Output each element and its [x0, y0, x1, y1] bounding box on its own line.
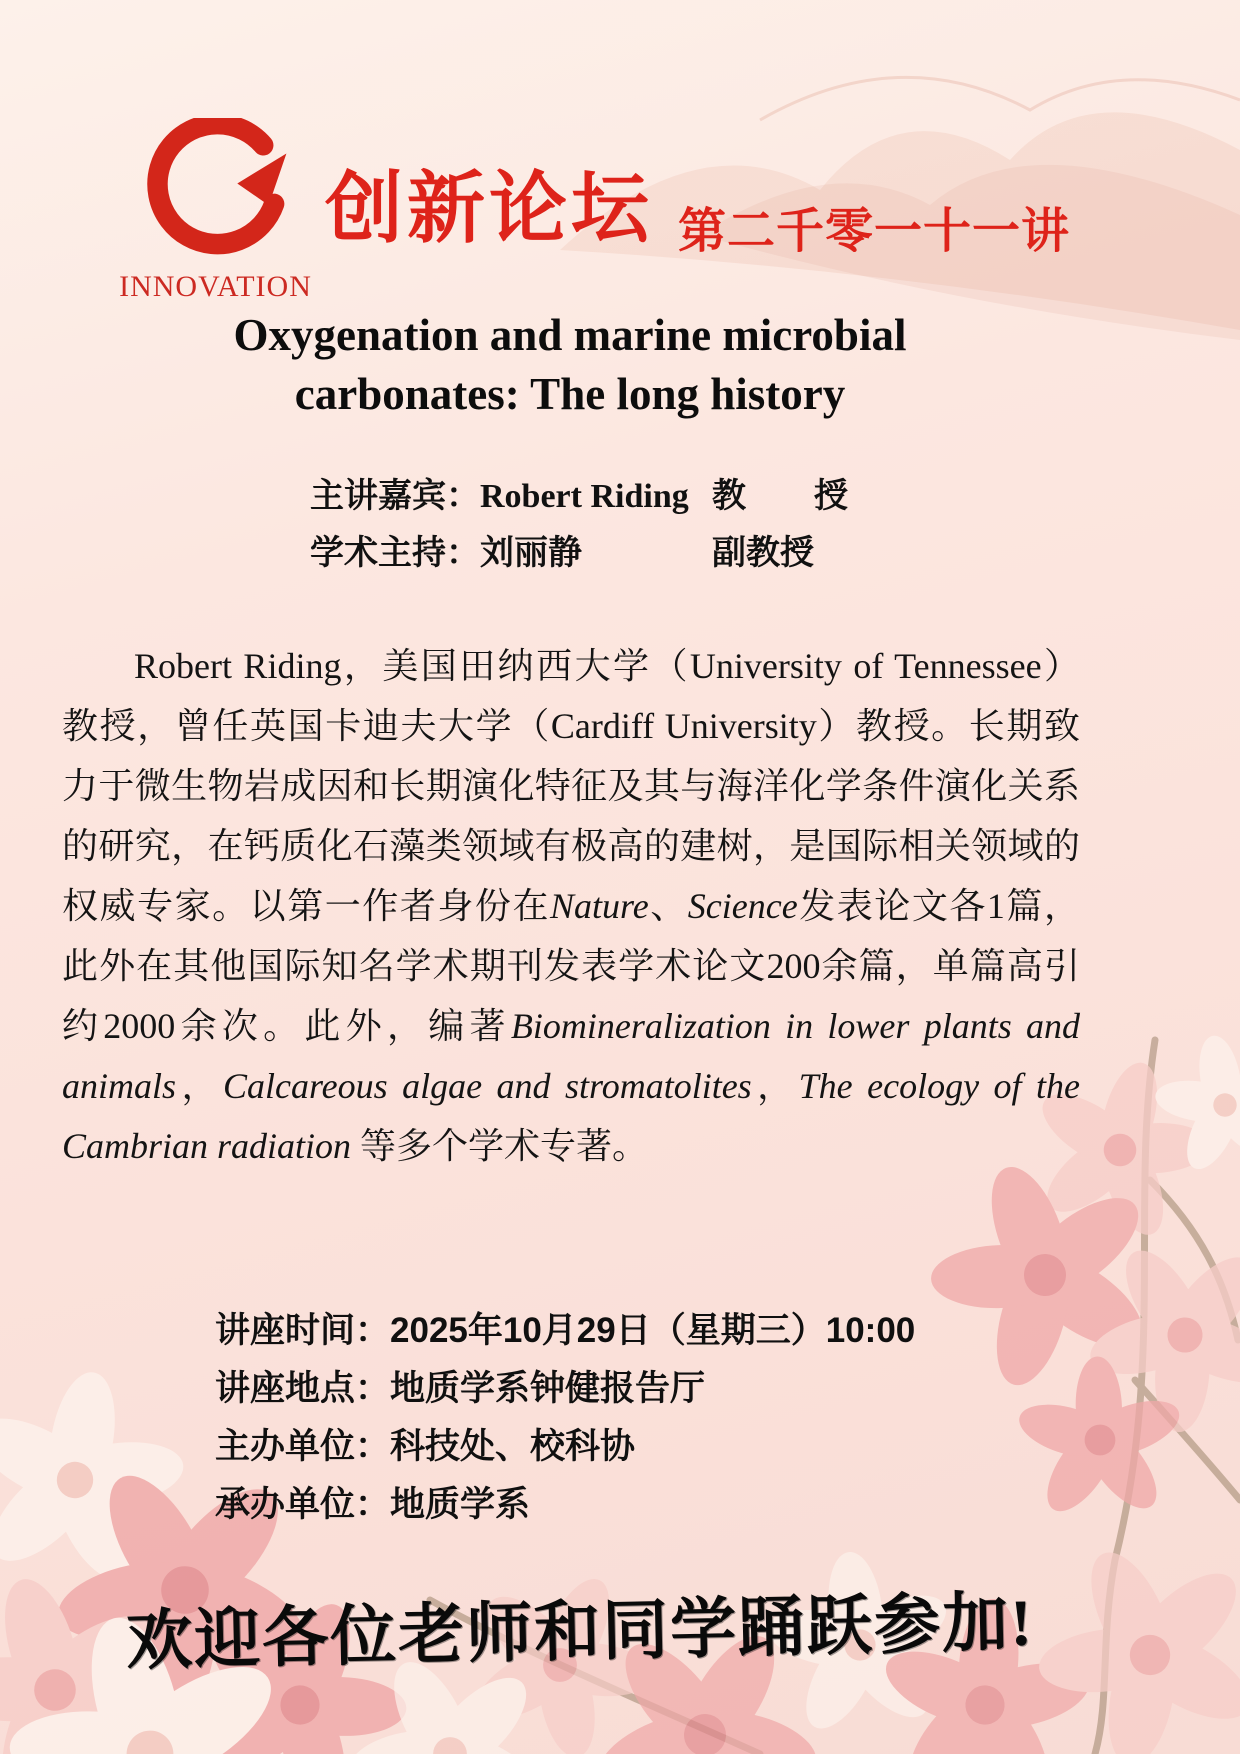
journal-science: Science — [687, 886, 798, 926]
book-calcareous-algae: Calcareous algae and stromatolites — [222, 1066, 752, 1106]
innovation-logo — [108, 118, 323, 304]
host-rank: 副教授 — [712, 534, 814, 572]
lecture-title-line2: carbonates: The long history — [294, 368, 846, 419]
speaker-row — [310, 468, 848, 525]
welcome-banner: 欢迎各位老师和同学踊跃参加! — [125, 1586, 1035, 1679]
speaker-rank: 教 授 — [712, 477, 848, 515]
lecture-number: 第二千零一十一讲 — [678, 205, 1071, 258]
detail-value-place: 地质学系钟健报告厅 — [390, 1369, 706, 1408]
detail-value-time: 2025年10月29日（星期三）10:00 — [390, 1311, 916, 1350]
detail-label-organizer: 主办单位： — [215, 1427, 391, 1466]
bio-segment: 等多个学术专著。 — [351, 1126, 649, 1166]
book-biomineralization: Biomineralization in lower plants and animals — [62, 1006, 1080, 1106]
event-details — [215, 1302, 915, 1534]
detail-label-time: 讲座时间： — [215, 1311, 391, 1350]
host-name: 刘丽静 — [480, 534, 582, 572]
book-cambrian-radiation: The ecology of the Cambrian radiation — [62, 1066, 1080, 1166]
bio-segment: 发表论文各1篇，此外在其他国际知名学术期刊发表学术论文200余篇，单篇高引约2000余次。此外，编著 — [62, 886, 1080, 1046]
speaker-label: 主讲嘉宾： — [310, 477, 480, 515]
host-row — [310, 525, 848, 582]
detail-row-organizer — [215, 1418, 915, 1476]
bio-segment: 、 — [648, 886, 688, 926]
detail-row-place — [215, 1360, 915, 1418]
forum-title: 创新论坛 — [325, 164, 654, 252]
lecture-title — [55, 306, 1085, 423]
detail-label-undertaker: 承办单位： — [215, 1485, 391, 1524]
speaker-name: Robert Riding — [480, 478, 689, 515]
host-label: 学术主持： — [310, 534, 480, 572]
detail-value-undertaker: 地质学系 — [390, 1485, 531, 1524]
speakers-block — [310, 468, 848, 582]
bio-segment: Robert Riding，美国田纳西大学（University of Tennessee）教授，曾任英国卡迪夫大学（Cardiff University）教授。长期致力于微生物岩成因和长期演化特征及其与海洋化学条件演化关系的研究，在钙质化石藻类领域有极高的建树，是国际相关领域的权威专家。以第一作者身份在 — [62, 646, 1080, 926]
journal-nature: Nature — [550, 886, 649, 926]
bio-paragraph — [62, 636, 1080, 1176]
bio-segment: ， — [176, 1066, 223, 1106]
lecture-title-line1: Oxygenation and marine microbial — [233, 310, 907, 360]
bio-segment: ， — [751, 1066, 799, 1106]
innovation-brush-circle-icon — [123, 118, 308, 268]
detail-row-undertaker — [215, 1476, 915, 1534]
detail-label-place: 讲座地点： — [215, 1369, 391, 1408]
detail-row-time — [215, 1302, 915, 1360]
detail-value-organizer: 科技处、校科协 — [390, 1427, 636, 1466]
logo-wordmark: INNOVATION — [119, 270, 312, 303]
